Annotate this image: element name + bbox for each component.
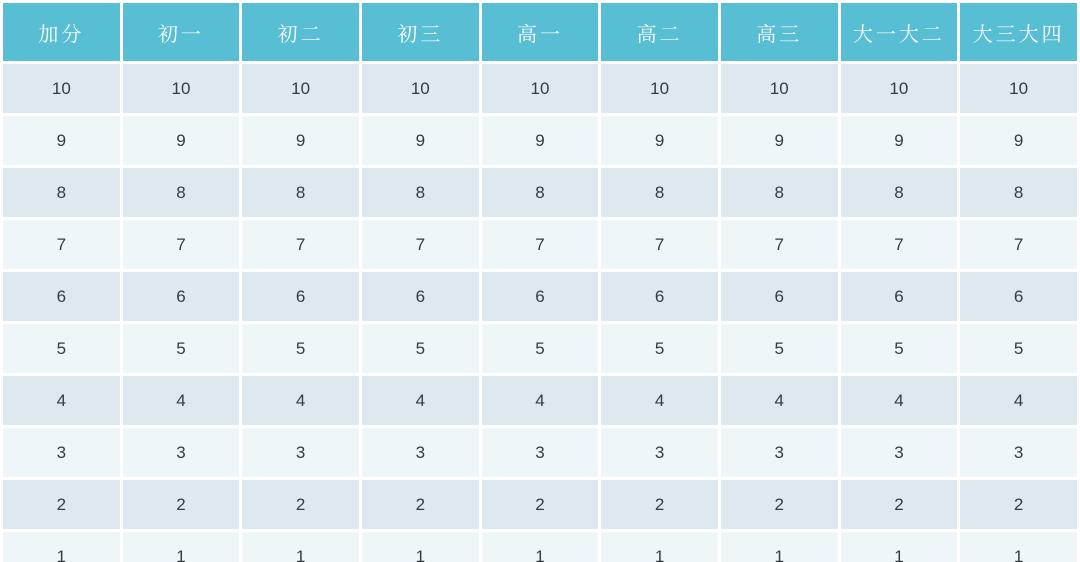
column-header: 高一 (482, 3, 599, 61)
score-cell: 4 (482, 376, 599, 425)
score-cell: 8 (601, 168, 718, 217)
score-cell: 7 (3, 220, 120, 269)
score-cell: 4 (362, 376, 479, 425)
score-cell: 7 (242, 220, 359, 269)
score-cell: 6 (841, 272, 958, 321)
score-cell: 6 (482, 272, 599, 321)
score-cell: 5 (362, 324, 479, 373)
table-row (3, 220, 1077, 269)
score-cell: 10 (960, 64, 1077, 113)
column-header: 高三 (721, 3, 838, 61)
score-cell: 7 (362, 220, 479, 269)
score-cell: 8 (721, 168, 838, 217)
score-cell: 4 (123, 376, 240, 425)
score-cell: 4 (960, 376, 1077, 425)
score-cell: 8 (841, 168, 958, 217)
score-cell: 10 (123, 64, 240, 113)
score-cell: 3 (3, 428, 120, 477)
score-cell: 7 (841, 220, 958, 269)
score-cell: 9 (242, 116, 359, 165)
score-cell: 6 (601, 272, 718, 321)
score-cell: 6 (362, 272, 479, 321)
score-cell: 5 (242, 324, 359, 373)
score-cell: 2 (123, 480, 240, 529)
table-row (3, 428, 1077, 477)
score-cell: 7 (960, 220, 1077, 269)
score-cell: 9 (601, 116, 718, 165)
score-cell: 1 (123, 532, 240, 562)
table-row (3, 324, 1077, 373)
column-header: 大三大四 (960, 3, 1077, 61)
table-row (3, 376, 1077, 425)
score-cell: 2 (601, 480, 718, 529)
score-cell: 5 (601, 324, 718, 373)
score-cell: 9 (123, 116, 240, 165)
score-cell: 5 (721, 324, 838, 373)
score-cell: 5 (3, 324, 120, 373)
score-cell: 6 (242, 272, 359, 321)
score-cell: 1 (3, 532, 120, 562)
score-cell: 2 (841, 480, 958, 529)
score-cell: 1 (242, 532, 359, 562)
header-row (3, 3, 1077, 61)
score-cell: 3 (601, 428, 718, 477)
table-row (3, 480, 1077, 529)
score-cell: 3 (242, 428, 359, 477)
score-cell: 2 (242, 480, 359, 529)
column-header: 大一大二 (841, 3, 958, 61)
score-cell: 1 (841, 532, 958, 562)
score-cell: 6 (721, 272, 838, 321)
score-cell: 10 (3, 64, 120, 113)
score-cell: 5 (482, 324, 599, 373)
table-row (3, 64, 1077, 113)
column-header: 高二 (601, 3, 718, 61)
score-cell: 8 (362, 168, 479, 217)
score-cell: 2 (362, 480, 479, 529)
score-cell: 8 (123, 168, 240, 217)
table-row (3, 116, 1077, 165)
score-cell: 10 (721, 64, 838, 113)
score-cell: 3 (362, 428, 479, 477)
score-cell: 1 (482, 532, 599, 562)
score-cell: 9 (3, 116, 120, 165)
score-cell: 1 (721, 532, 838, 562)
score-cell: 3 (841, 428, 958, 477)
score-cell: 4 (721, 376, 838, 425)
score-cell: 9 (841, 116, 958, 165)
column-header: 初三 (362, 3, 479, 61)
score-cell: 9 (482, 116, 599, 165)
table-row (3, 532, 1077, 562)
score-cell: 5 (960, 324, 1077, 373)
score-cell: 8 (960, 168, 1077, 217)
score-cell: 4 (601, 376, 718, 425)
score-cell: 10 (242, 64, 359, 113)
score-cell: 9 (721, 116, 838, 165)
score-cell: 8 (3, 168, 120, 217)
score-cell: 3 (123, 428, 240, 477)
score-cell: 4 (3, 376, 120, 425)
score-cell: 4 (242, 376, 359, 425)
score-cell: 3 (960, 428, 1077, 477)
score-cell: 10 (601, 64, 718, 113)
score-cell: 7 (123, 220, 240, 269)
score-cell: 2 (960, 480, 1077, 529)
score-cell: 7 (601, 220, 718, 269)
column-header: 初二 (242, 3, 359, 61)
score-cell: 1 (960, 532, 1077, 562)
score-cell: 8 (242, 168, 359, 217)
score-cell: 5 (841, 324, 958, 373)
column-header: 初一 (123, 3, 240, 61)
score-cell: 7 (721, 220, 838, 269)
score-cell: 5 (123, 324, 240, 373)
table-row (3, 272, 1077, 321)
score-cell: 10 (362, 64, 479, 113)
score-cell: 10 (482, 64, 599, 113)
score-cell: 1 (601, 532, 718, 562)
table-row (3, 168, 1077, 217)
score-cell: 3 (482, 428, 599, 477)
column-header: 加分 (3, 3, 120, 61)
score-cell: 9 (362, 116, 479, 165)
score-cell: 6 (3, 272, 120, 321)
score-cell: 1 (362, 532, 479, 562)
score-cell: 2 (721, 480, 838, 529)
score-cell: 2 (3, 480, 120, 529)
score-cell: 10 (841, 64, 958, 113)
score-cell: 6 (960, 272, 1077, 321)
score-cell: 8 (482, 168, 599, 217)
score-cell: 4 (841, 376, 958, 425)
score-cell: 2 (482, 480, 599, 529)
score-cell: 3 (721, 428, 838, 477)
score-cell: 7 (482, 220, 599, 269)
score-cell: 9 (960, 116, 1077, 165)
score-cell: 6 (123, 272, 240, 321)
